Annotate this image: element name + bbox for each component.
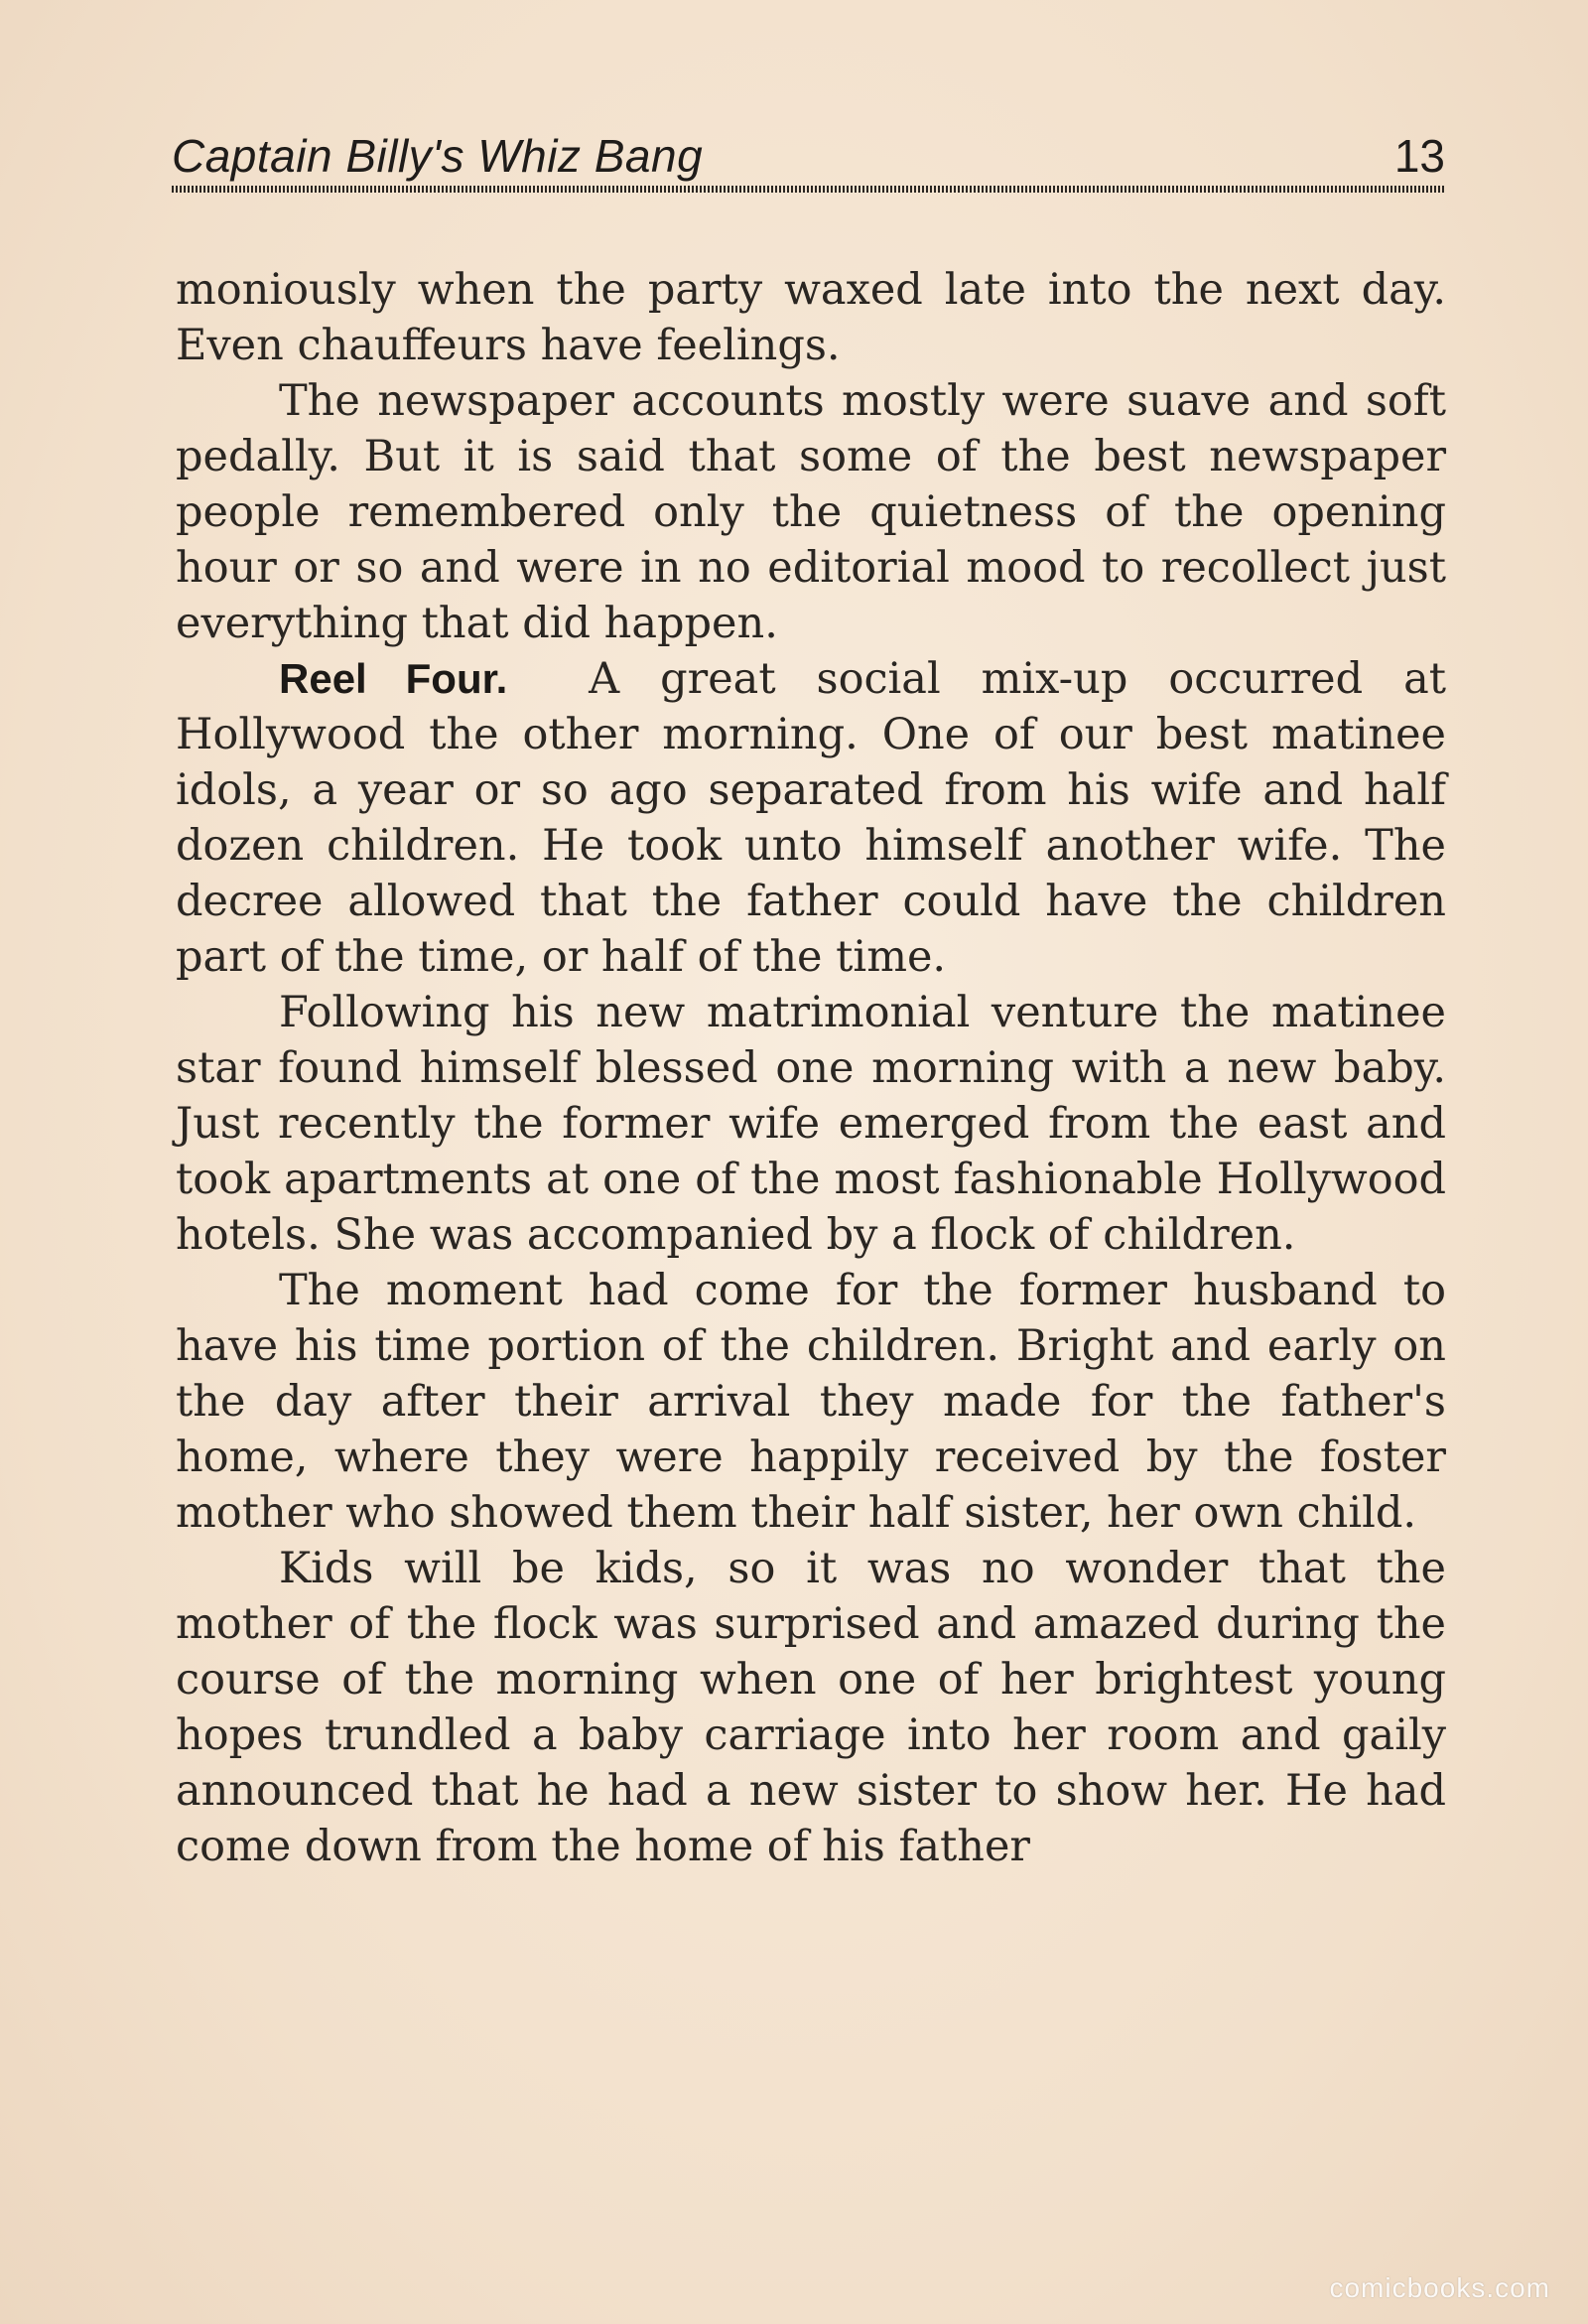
paragraph-1-text: moniously when the party waxed late into the next day. Even chauffeurs have feelings. (176, 265, 1446, 370)
page-number: 13 (1393, 130, 1445, 182)
running-head (172, 127, 1445, 187)
section-heading-reel-four: Reel Four. (279, 655, 508, 702)
paragraph-2-text: The newspaper accounts mostly were suave and soft pedally. But it is said that some of the best newspaper people remembered only the quietness of the opening hour or so and were in no editorial mood to recollect just everything that did happen. (176, 376, 1446, 648)
paragraph-2 (176, 373, 1446, 651)
paragraph-6-text: Kids will be kids, so it was no wonder that the mother of the flock was surprised and amazed during the course of the morning when one of her brightest young hopes trundled a baby carriage into her room and gaily announced that he had a new sister to show her. He had come down from the home of his father (176, 1544, 1446, 1871)
paragraph-5-text: The moment had come for the former husband to have his time portion of the children. Bright and early on the day after their arrival they made for the father's home, where they were happily received by the foster mother who showed them their half sister, her own child. (176, 1266, 1446, 1538)
article-body (176, 262, 1446, 1874)
paragraph-1 (176, 262, 1446, 373)
paragraph-5 (176, 1263, 1446, 1541)
header-rule (172, 186, 1445, 193)
publication-title: Captain Billy's Whiz Bang (172, 130, 704, 182)
paragraph-4 (176, 985, 1446, 1263)
paragraph-3 (176, 651, 1446, 985)
paragraph-6 (176, 1541, 1446, 1874)
site-watermark: comicbooks.com (1329, 2272, 1550, 2303)
paragraph-4-text: Following his new matrimonial venture the matinee star found himself blessed one morning with a new baby. Just recently the former wife emerged from the east and took apartments at one of the most fashionable Hollywood hotels. She was accompanied by a flock of children. (176, 988, 1446, 1260)
paragraph-3-text: A great social mix-up occurred at Hollywood the other morning. One of our best matinee idols, a year or so ago separated from his wife and half dozen children. He took unto himself another wife. The decree allowed that the father could have the children part of the time, or half of the time. (176, 654, 1446, 982)
